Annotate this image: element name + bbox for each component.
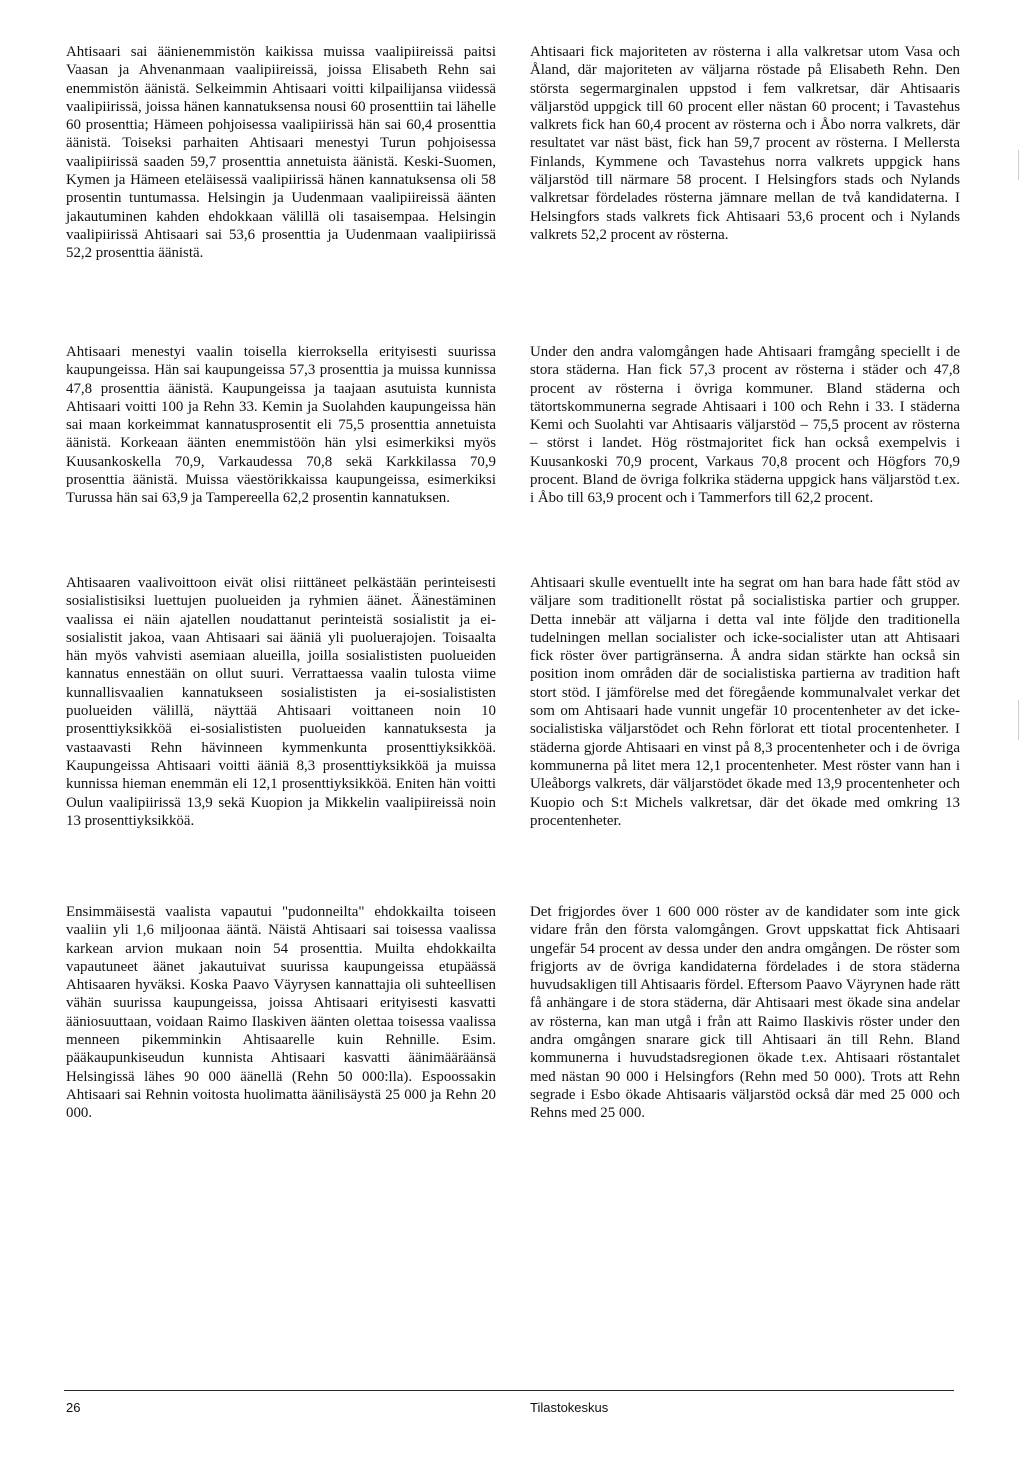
fi-section-2 [66, 343, 496, 508]
fi-paragraph-3: Ahtisaaren vaalivoittoon eivät olisi riittäneet pelkästään perinteisesti sosialistisiksi luettujen puolueiden ja ryhmien äänet. Äänestäminen vaalissa ei näin ajatellen noudattanut perinteistä sosialistit ja ei-sosialistit jakoa, vaan Ahtisaari sai ääniä yli puoluerajojen. Toisaalta hän myös vahvisti asemiaan alueilla, joilla sosialististen puolueiden kannatus ennestään on ollut suuri. Verrattaessa vaalin tulosta viime kunnallisvaalien kannatukseen sosialististen ja ei-sosialististen puolueiden välillä, näyttää Ahtisaari voittaneen noin 10 prosenttiyksikköä ei-sosialististen puolueiden kannatuksesta ja vastaavasti Rehn hävinneen kymmenkunta prosenttiyksikköä. Kaupungeissa Ahtisaari voitti ääniä 8,3 prosenttiyksikköä ja muissa kunnissa hieman enemmän eli 12,1 prosenttiyksikköä. Eniten hän voitti Oulun vaalipiirissä 13,9 sekä Kuopion ja Mikkelin vaalipiireissä noin 13 prosenttiyksikköä. [66, 575, 496, 829]
sv-paragraph-4: Det frigjordes över 1 600 000 röster av de kandidater som inte gick vidare från den första valomgången. Grovt uppskattat fick Ahtisaari ungefär 54 procent av dessa under den andra omgången. De röster som frigjorts av de övriga kandidaterna fördelades i de stora städerna huvudsakligen till Ahtisaaris fördel. Eftersom Paavo Väyrynen hade rätt få anhängare i de stora städerna, där Ahtisaari mest ökade sina andelar av rösterna, kan man utgå i från att Raimo Ilaskivis röster under den andra omgången snarare gick till Ahtisaari än till Rehn. Bland kommunerna i huvudstadsregionen ökade t.ex. Ahtisaari röstantalet med nästan 90 000 i Helsingfors (Rehn med 50 000). Trots att Rehn segrade i Esbo ökade Ahtisaaris väljarstöd också där med 25 000 och Rehns med 25 000. [530, 904, 960, 1122]
scan-margin-mark [1018, 700, 1019, 740]
sv-section-2 [530, 343, 960, 508]
sv-paragraph-1: Ahtisaari fick majoriteten av rösterna i alla valkretsar utom Vasa och Åland, där majoriteten av väljarna röstade på Elisabeth Rehn. Den största segermarginalen uppstod i fem valkretsar, där Ahtisaaris väljarstöd uppgick till 60 procent eller nästan 60 procent; i Tavastehus valkrets fick han 60,4 procent av rösterna och i Åbo norra valkrets, där resultatet var näst bäst, fick han 59,7 procent av rösterna. I Mellersta Finlands, Kymmene och Tavastehus norra valkrets uppgick hans väljarstöd till närmare 58 procent. I Helsingfors stads och Nylands valkretsar fördelades rösterna jämnare mellan de två kandidaterna. I Helsingfors stads valkrets fick Ahtisaari 53,6 procent och i Nylands valkrets 52,2 procent av rösterna. [530, 44, 960, 243]
sv-paragraph-3: Ahtisaari skulle eventuellt inte ha segrat om han bara hade fått stöd av väljare som traditionellt röstat på socialistiska partier och grupper. Detta innebär att väljarna i detta val inte följde den traditionella tudelningen mellan socialister och icke-socialister utan att Ahtisaari fick röster över partigränserna. Å andra sidan stärkte han också sin position inom områden där de socialistiska partierna av tradition haft stort stöd. I jämförelse med det föregående kommunalvalet verkar det som om Ahtisaari hade vunnit ungefär 10 procentenheter av det icke-socialistiska väljarstödet och Rehn förlorat ett tiotal procentenheter. I städerna gjorde Ahtisaari en vinst på 8,3 procentenheter och i de övriga kommunerna på litet mera 12,1 procentenheter. Mest röster vann han i Uleåborgs valkrets, där väljarstödet ökade med 13,9 procentenheter och Kuopio och S:t Michels valkretsar, där det ökade med omkring 13 procentenheter. [530, 575, 960, 829]
scan-margin-mark [1018, 150, 1019, 180]
fi-paragraph-1: Ahtisaari sai äänienemmistön kaikissa muissa vaalipiireissä paitsi Vaasan ja Ahvenanmaan vaalipiireissä, joissa Elisabeth Rehn sai enemmistön äänistä. Selkeimmin Ahtisaari voitti kilpailijansa viidessä vaalipiirissä, joissa hänen kannatuksensa nousi 60 prosenttiin tai lähelle 60 prosenttia; Hämeen pohjoisessa vaalipiirissä hän sai 60,4 prosenttia äänistä. Toiseksi parhaiten Ahtisaari menestyi Turun pohjoisessa vaalipiirissä saaden 59,7 prosenttia annetuista äänistä. Keski-Suomen, Kymen ja Hämeen eteläisessä vaalipiirissä hänen kannatuksensa oli 58 prosentin tuntumassa. Helsingin ja Uudenmaan vaalipiireissä äänten jakautuminen kahden ehdokkaan välillä oli tasaisempaa. Helsingin vaalipiirissä Ahtisaari sai 53,6 prosenttia ja Uudenmaan vaalipiirissä 52,2 prosenttia äänistä. [66, 44, 496, 262]
sv-section-3 [530, 574, 960, 830]
fi-paragraph-4: Ensimmäisestä vaalista vapautui "pudonneilta" ehdokkailta toiseen vaaliin yli 1,6 miljoonaa ääntä. Näistä Ahtisaari sai toisessa vaalissa karkean arvion mukaan noin 54 prosenttia. Muilta ehdokkailta vapautuneet äänet jakautuivat suurissa kaupungeissa etupäässä Ahtisaaren hyväksi. Koska Paavo Väyrysen kannattajia oli suhteellisen vähän suurissa kaupungeissa, joissa Ahtisaari erityisesti kasvatti ääniosuuttaan, voidaan Raimo Ilaskiven äänten olettaa toisessa vaalissa menneen pikemminkin Ahtisaarelle kuin Rehnille. Esim. pääkaupunkiseudun kunnista Ahtisaari kasvatti äänimääräänsä Helsingissä lähes 90 000 äänellä (Rehn 50 000:lla). Espoossakin Ahtisaari sai Rehnin voitosta huolimatta äänilisäystä 25 000 ja Rehn 20 000. [66, 904, 496, 1122]
sv-paragraph-2: Under den andra valomgången hade Ahtisaari framgång speciellt i de stora städerna. Han fick 57,3 procent av rösterna i städer och 47,8 procent av rösterna i övriga kommuner. Bland städerna och tätortskommunerna segrade Ahtisaari i 100 och Rehn i 33. I städerna Kemi och Suolahti var Ahtisaaris väljarstöd – 75,5 procent av rösterna – störst i landet. Hög röstmajoritet fick han också exempelvis i Kuusankoski 70,9 procent, Varkaus 70,8 procent och Högfors 70,9 procent. Bland de övriga folkrika städerna uppgick hans väljarstöd t.ex. i Åbo till 63,9 procent och i Tammerfors till 62,2 procent. [530, 344, 960, 507]
publisher-name: Tilastokeskus [530, 1400, 609, 1415]
sv-section-1 [530, 43, 960, 244]
page-number: 26 [66, 1400, 81, 1415]
fi-section-3 [66, 574, 496, 830]
footer-divider [64, 1390, 954, 1391]
fi-section-4 [66, 903, 496, 1123]
fi-paragraph-2: Ahtisaari menestyi vaalin toisella kierroksella erityisesti suurissa kaupungeissa. Hän sai kaupungeissa 57,3 prosenttia ja muissa kunnissa 47,8 prosenttia äänistä. Kaupungeissa ja taajaan asutuista kunnista Ahtisaari voitti 100 ja Rehn 33. Kemin ja Suolahden kaupungeissa hän sai maan korkeimmat kannatusprosentit eli 75,5 prosenttia annetuista äänistä. Korkeaan äänten enemmistöön hän ylsi esimerkiksi myös Kuusankoskella 70,9, Varkaudessa 70,8 sekä Karkkilassa 70,9 prosenttia äänistä. Muissa väestörikkaissa kaupungeissa, esimerkiksi Turussa hän sai 63,9 ja Tampereella 62,2 prosentin kannatuksen. [66, 344, 496, 507]
fi-section-1 [66, 43, 496, 263]
sv-section-4 [530, 903, 960, 1123]
